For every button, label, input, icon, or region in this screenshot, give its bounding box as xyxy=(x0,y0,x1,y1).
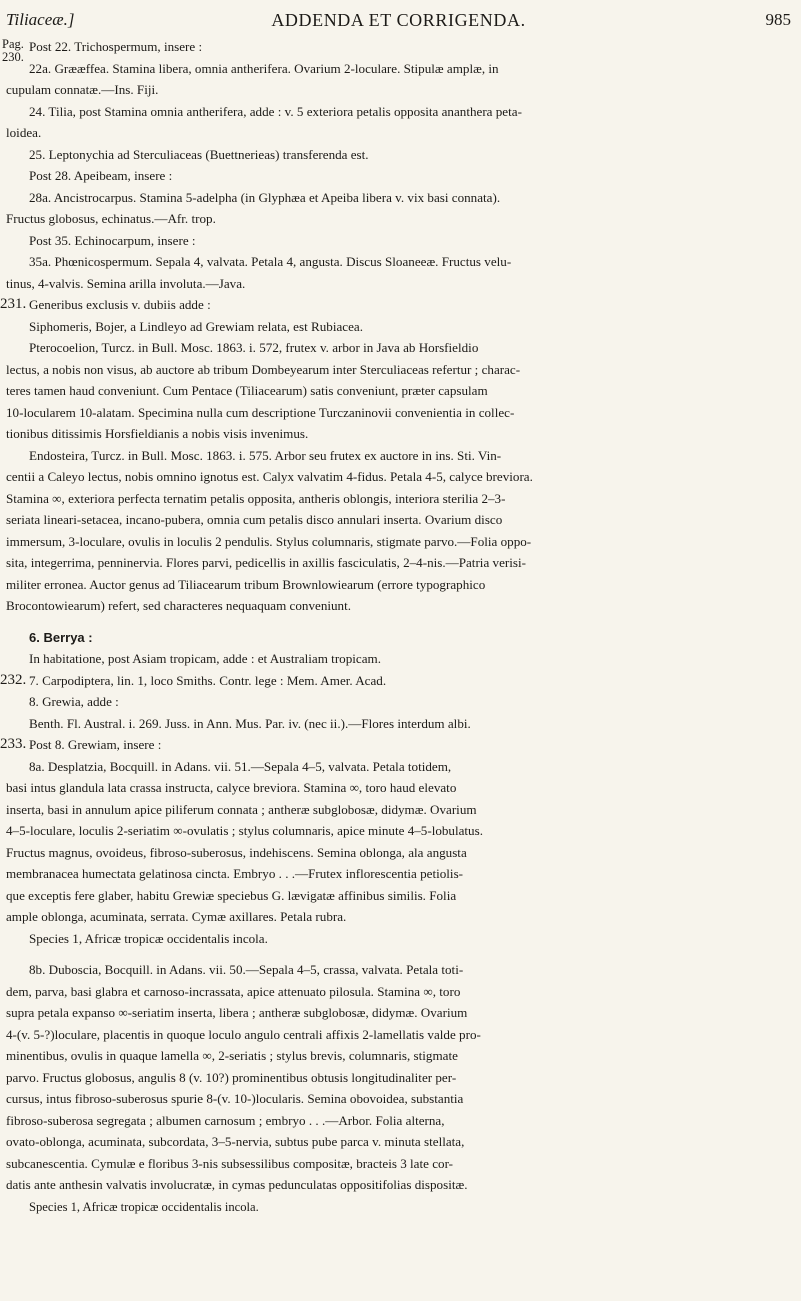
text-line: 6. Berrya : xyxy=(29,629,93,645)
text-line: Post 28. Apeibeam, insere : xyxy=(29,168,173,183)
text-line: centii a Caleyo lectus, nobis omnino ignotus est. Calyx valvatim 4-fidus. Petala 4-5, calyce breviora. xyxy=(6,469,533,484)
text-line: ample oblonga, acuminata, serrata. Cymæ axillares. Petala rubra. xyxy=(6,909,347,924)
margin-page-ref: Pag. 230. xyxy=(2,37,24,64)
text-line: tinus, 4-valvis. Semina arilla involuta.—Java. xyxy=(6,275,246,291)
text-line: Pag. 230. Post 22. Trichospermum, insere : xyxy=(2,37,203,64)
text-line: 10-locularem 10-alatam. Specimina nulla cum descriptione Turczaninovii convenientia in collec- xyxy=(6,404,515,420)
text-line: immersum, 3-loculare, ovulis in loculis 2 pendulis. Stylus columnaris, stigmate parvo.—Folia oppo- xyxy=(6,533,532,549)
text-line: 8. Grewia, adde : xyxy=(29,694,119,709)
header-family: Tiliaceæ.] xyxy=(6,10,75,29)
text-line: minentibus, ovulis in quaque lamella ∞, 2-seriatis ; stylus brevis, columnaris, stigmate xyxy=(6,1048,458,1063)
text-line: 231. Generibus exclusis v. dubiis adde : xyxy=(6,294,792,316)
text-line: Pterocoelion, Turcz. in Bull. Mosc. 1863. i. 572, frutex v. arbor in Java ab Horsfieldio xyxy=(29,340,479,355)
text-line: seriata lineari-setacea, incano-pubera, omnia cum petalis disco annulari inserta. Ovarium disco xyxy=(6,512,503,527)
text-line: Benth. Fl. Austral. i. 269. Juss. in Ann. Mus. Par. iv. (nec ii.).—Flores interdum albi. xyxy=(29,715,471,731)
page-number: 985 xyxy=(765,10,791,29)
text-line: Siphomeris, Bojer, a Lindleyo ad Grewiam relata, est Rubiacea. xyxy=(29,318,363,334)
text-line: teres tamen haud conveniunt. Cum Pentace (Tiliacearum) satis conveniunt, præter capsulam xyxy=(6,383,488,398)
margin-page-ref: 231. xyxy=(0,296,27,312)
text-line: 28a. Ancistrocarpus. Stamina 5-adelpha (in Glyphæa et Apeiba libera v. vix basi connata). xyxy=(29,189,501,205)
text-line: Fructus magnus, ovoideus, fibroso-suberosus, indehiscens. Semina oblonga, ala angusta xyxy=(6,844,467,860)
running-header xyxy=(6,10,791,34)
text-line: 232. 7. Carpodiptera, lin. 1, loco Smiths. Contr. lege : Mem. Amer. Acad. xyxy=(6,670,792,692)
text-line: Brocontowiearum) refert, sed characteres nequaquam conveniunt. xyxy=(6,598,352,613)
margin-page-ref: 232. xyxy=(0,671,27,688)
text-line: Species 1, Africæ tropicæ occidentalis incola. xyxy=(29,1199,259,1214)
text-line: que exceptis fere glaber, habitu Grewiæ speciebus G. lævigatæ affinibus similis. Folia xyxy=(6,887,457,903)
text-line: cupulam connatæ.—Ins. Fiji. xyxy=(6,82,159,97)
text-line: 25. Leptonychia ad Sterculiaceas (Buettnerieas) transferenda est. xyxy=(29,146,369,162)
text-line: fibroso-suberosa segregata ; albumen carnosum ; embryo . . .—Arbor. Folia alterna, xyxy=(6,1112,445,1128)
text-line: loidea. xyxy=(6,125,42,140)
text-line: membranacea humectata gelatinosa cincta. Embryo . . .—Frutex inflorescentia petiolis- xyxy=(6,866,464,881)
text-line: militer erronea. Auctor genus ad Tiliacearum tribum Brownlowiearum (errore typographico xyxy=(6,576,486,592)
text-line: datis ante anthesin valvatis involucratæ, in cymas pedunculatas oppositifolias dispositæ. xyxy=(6,1177,468,1192)
text-line: 233. Post 8. Grewiam, insere : xyxy=(6,734,792,756)
text-line: dem, parva, basi glabra et carnoso-incrassata, apice attenuato pilosula. Stamina ∞, toro xyxy=(6,983,461,999)
text-line: Species 1, Africæ tropicæ occidentalis incola. xyxy=(29,930,268,946)
text-line: cursus, intus fibroso-suberosus spurie 8-(v. 10-)locularis. Semina obovoidea, substantia xyxy=(6,1091,464,1106)
text-line: 8a. Desplatzia, Bocquill. in Adans. vii. 51.—Sepala 4–5, valvata. Petala totidem, xyxy=(29,758,452,774)
text-body xyxy=(0,36,792,1217)
text-line: sita, integerrima, penninervia. Flores parvi, pedicellis in axillis fasciculatis, 2–4-nis.—Patria verisi- xyxy=(6,555,526,570)
header-title: ADDENDA ET CORRIGENDA. xyxy=(271,10,526,30)
margin-page-ref: 233. xyxy=(0,736,27,752)
text-line: 8b. Duboscia, Bocquill. in Adans. vii. 50.—Sepala 4–5, crassa, valvata. Petala toti- xyxy=(29,962,464,977)
text-line: 22a. Grææffea. Stamina libera, omnia antherifera. Ovarium 2-loculare. Stipulæ amplæ, in xyxy=(29,60,499,76)
text-line: Fructus globosus, echinatus.—Afr. trop. xyxy=(6,211,216,226)
text-line: 35a. Phœnicospermum. Sepala 4, valvata. Petala 4, angusta. Discus Sloaneeæ. Fructus velu- xyxy=(29,254,512,269)
text-line: ovato-oblonga, acuminata, subcordata, 3–5-nervia, subtus pube parca v. minuta stellata, xyxy=(6,1134,465,1149)
text-line: supra petala expanso ∞-seriatim inserta, libera ; antheræ subglobosæ, didymæ. Ovarium xyxy=(6,1005,468,1020)
text-line: Stamina ∞, exteriora perfecta ternatim petalis opposita, antheris oblongis, interiora sterilia 2–3- xyxy=(6,490,506,506)
text-line: lectus, a nobis non visus, ab auctore ab tribum Dombeyearum inter Sterculiaceas refertur ; charac- xyxy=(6,361,521,377)
text-line: 24. Tilia, post Stamina omnia antherifera, adde : v. 5 exteriora petalis opposita ananthera peta- xyxy=(29,103,522,119)
text-line: 4–5-loculare, loculis 2-seriatim ∞-ovulatis ; stylus columnaris, apice minute 4–5-lobulatus. xyxy=(6,823,483,838)
text-line: inserta, basi in annulum apice piliferum connata ; antheræ subglobosæ, didymæ. Ovarium xyxy=(6,801,477,817)
text-line: parvo. Fructus globosus, angulis 8 (v. 10?) prominentibus obtusis longitudinaliter per- xyxy=(6,1069,457,1085)
text-line: subcanescentia. Cymulæ e floribus 3-nis subsessilibus compositæ, bracteis 3 late cor- xyxy=(6,1155,454,1171)
text-line: In habitatione, post Asiam tropicam, adde : et Australiam tropicam. xyxy=(29,651,381,666)
text-line: tionibus ditissimis Horsfieldianis a nobis visis invenimus. xyxy=(6,426,309,441)
text-line: Endosteira, Turcz. in Bull. Mosc. 1863. i. 575. Arbor seu frutex ex auctore in ins. Sti. Vin- xyxy=(29,447,502,463)
text-line: Post 35. Echinocarpum, insere : xyxy=(29,232,196,248)
text-line: basi intus glandula lata crassa instructa, calyce breviora. Stamina ∞, toro haud elevato xyxy=(6,780,457,795)
text-line: 4-(v. 5-?)loculare, placentis in quoque loculo angulo centrali affixis 2-lamellatis valde pro- xyxy=(6,1026,481,1042)
